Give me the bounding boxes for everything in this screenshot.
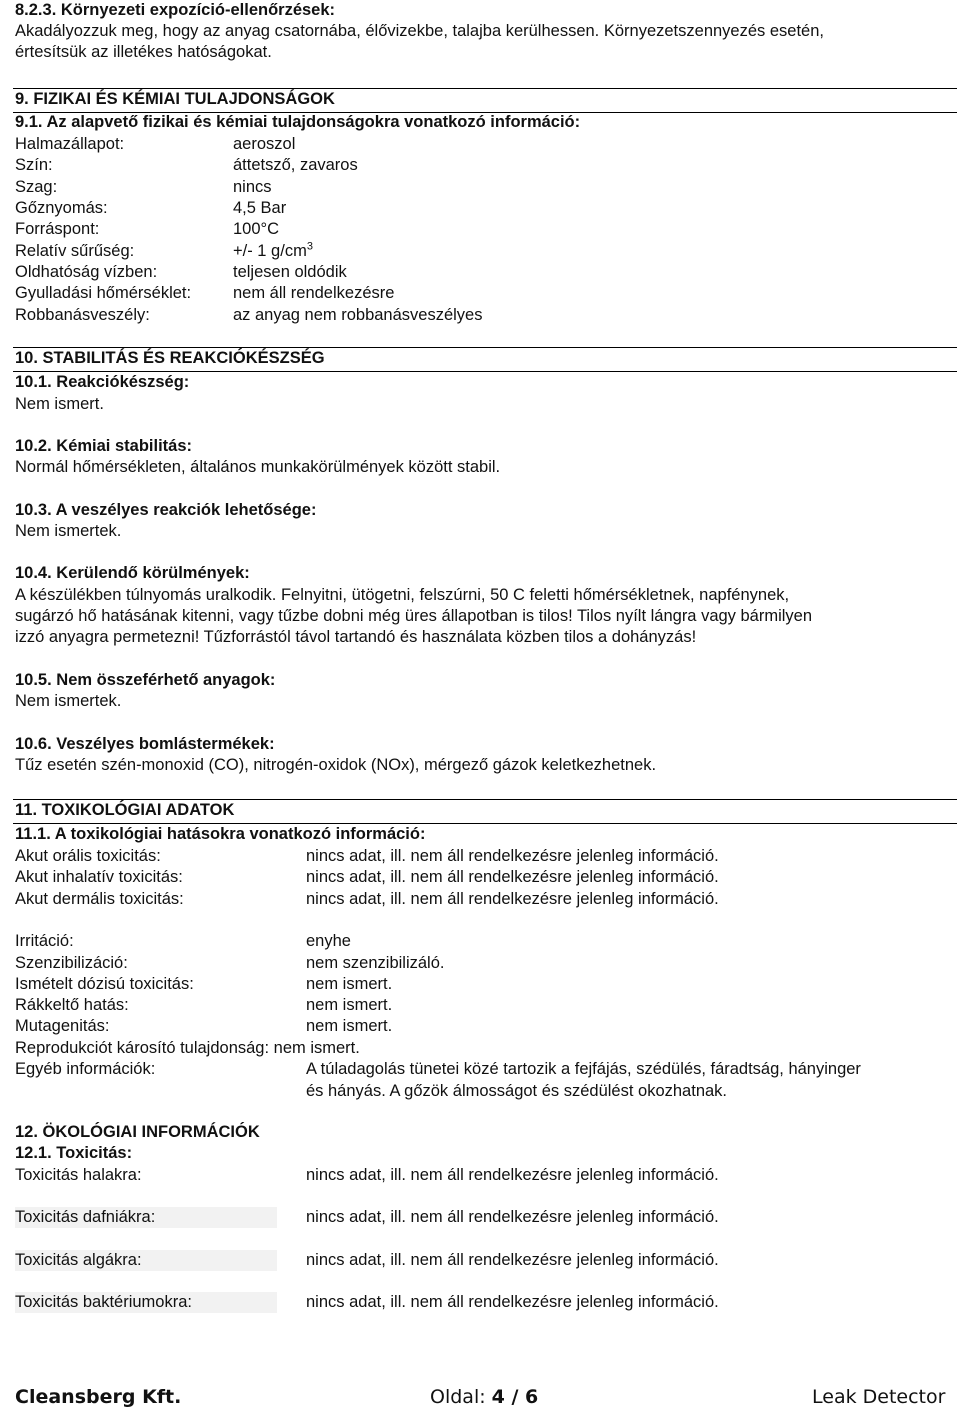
section-10-2-title: 10.2. Kémiai stabilitás: <box>15 437 192 455</box>
tox-label: Akut orális toxicitás: <box>15 847 161 865</box>
eco-label: Toxicitás dafniákra: <box>15 1207 277 1228</box>
tox-value: nem szenzibilizáló. <box>306 954 445 972</box>
prop-label: Forráspont: <box>15 220 100 238</box>
eco-label: Toxicitás baktériumokra: <box>15 1292 277 1313</box>
prop-label: Szín: <box>15 156 53 174</box>
prop-value: aeroszol <box>233 135 296 153</box>
eco-value: nincs adat, ill. nem áll rendelkezésre jelenleg információ. <box>306 1208 719 1226</box>
tox-value: nincs adat, ill. nem áll rendelkezésre jelenleg információ. <box>306 890 719 908</box>
tox-label: Szenzibilizáció: <box>15 954 128 972</box>
section-8-2-3-title: 8.2.3. Környezeti expozíció-ellenőrzések: <box>15 1 336 19</box>
prop-label: Gyulladási hőmérséklet: <box>15 284 192 302</box>
prop-label: Oldhatóság vízben: <box>15 263 158 281</box>
prop-value <box>233 241 313 262</box>
section-10-6-text: Tűz esetén szén-monoxid (CO), nitrogén-oxidok (NOx), mérgező gázok keletkezhetnek. <box>15 756 657 774</box>
prop-value: nincs <box>233 178 272 196</box>
tox-value-cont: és hányás. A gőzök álmosságot és szédülést okozhatnak. <box>306 1082 728 1100</box>
prop-value: az anyag nem robbanásveszélyes <box>233 306 483 324</box>
prop-value: teljesen oldódik <box>233 263 347 281</box>
section-12-heading: 12. ÖKOLÓGIAI INFORMÁCIÓK <box>15 1123 260 1141</box>
footer-page <box>430 1386 538 1408</box>
footer-product: Leak Detector <box>812 1386 946 1408</box>
tox-label: Egyéb információk: <box>15 1060 156 1078</box>
section-10-5-text: Nem ismertek. <box>15 692 122 710</box>
section-10-4-line3: izzó anyagra permetezni! Tűzforrástól távol tartandó és használata közben tilos a dohányzás! <box>15 628 697 646</box>
prop-label: Relatív sűrűség: <box>15 242 135 260</box>
section-10-1-title: 10.1. Reakciókészség: <box>15 373 190 391</box>
eco-label: Toxicitás algákra: <box>15 1250 277 1271</box>
section-10-3-title: 10.3. A veszélyes reakciók lehetősége: <box>15 501 317 519</box>
tox-value: nincs adat, ill. nem áll rendelkezésre jelenleg információ. <box>306 847 719 865</box>
tox-value: nem ismert. <box>306 1017 393 1035</box>
section-8-2-3-line1: Akadályozzuk meg, hogy az anyag csatornába, élővizekbe, talajba kerülhessen. Környezetszennyezés esetén, <box>15 22 824 40</box>
tox-value: nem ismert. <box>306 975 393 993</box>
tox-value: enyhe <box>306 932 351 950</box>
prop-value-sup: 3 <box>306 240 313 253</box>
section-10-6-title: 10.6. Veszélyes bomlástermékek: <box>15 735 275 753</box>
prop-value: áttetsző, zavaros <box>233 156 358 174</box>
tox-value: nem ismert. <box>306 996 393 1014</box>
tox-label: Irritáció: <box>15 932 74 950</box>
footer-company: Cleansberg Kft. <box>15 1386 182 1408</box>
prop-value: nem áll rendelkezésre <box>233 284 395 302</box>
section-11-heading: 11. TOXIKOLÓGIAI ADATOK <box>15 801 235 819</box>
tox-label: Rákkeltő hatás: <box>15 996 129 1014</box>
eco-label: Toxicitás halakra: <box>15 1166 142 1184</box>
tox-label: Akut dermális toxicitás: <box>15 890 184 908</box>
section-10-heading: 10. STABILITÁS ÉS REAKCIÓKÉSZSÉG <box>15 349 325 367</box>
section-10-4-line1: A készülékben túlnyomás uralkodik. Felnyitni, ütögetni, felszúrni, 50 C feletti hőmérsékletnek, napfénynek, <box>15 586 790 604</box>
repro-line: Reprodukciót károsító tulajdonság: nem ismert. <box>15 1039 360 1057</box>
section-9-1-title: 9.1. Az alapvető fizikai és kémiai tulajdonságokra vonatkozó információ: <box>15 113 581 131</box>
section-10-2-text: Normál hőmérsékleten, általános munkakörülmények között stabil. <box>15 458 501 476</box>
tox-value: nincs adat, ill. nem áll rendelkezésre jelenleg információ. <box>306 868 719 886</box>
eco-value: nincs adat, ill. nem áll rendelkezésre jelenleg információ. <box>306 1166 719 1184</box>
section-10-1-text: Nem ismert. <box>15 395 104 413</box>
section-8-2-3-line2: értesítsük az illetékes hatóságokat. <box>15 43 272 61</box>
eco-value: nincs adat, ill. nem áll rendelkezésre jelenleg információ. <box>306 1293 719 1311</box>
section-9-heading: 9. FIZIKAI ÉS KÉMIAI TULAJDONSÁGOK <box>15 90 335 108</box>
tox-value: A túladagolás tünetei közé tartozik a fejfájás, szédülés, fáradtság, hányinger <box>306 1060 861 1078</box>
section-12-1-title: 12.1. Toxicitás: <box>15 1144 133 1162</box>
section-10-4-line2: sugárzó hő hatásának kitenni, vagy tűzbe dobni még üres állapotban is tilos! Tilos nyílt lángra vagy bármilyen <box>15 607 813 625</box>
footer-page-number: 4 / 6 <box>491 1386 539 1408</box>
prop-label: Gőznyomás: <box>15 199 108 217</box>
prop-label: Robbanásveszély: <box>15 306 150 324</box>
prop-label: Halmazállapot: <box>15 135 125 153</box>
tox-label: Akut inhalatív toxicitás: <box>15 868 183 886</box>
prop-value: 100°C <box>233 220 280 238</box>
section-11-1-title: 11.1. A toxikológiai hatásokra vonatkozó információ: <box>15 825 426 843</box>
footer-page-label: Oldal: <box>430 1386 486 1408</box>
eco-value: nincs adat, ill. nem áll rendelkezésre jelenleg információ. <box>306 1251 719 1269</box>
prop-label: Szag: <box>15 178 58 196</box>
prop-value-text: +/- 1 g/cm <box>233 242 307 260</box>
tox-label: Mutagenitás: <box>15 1017 110 1035</box>
tox-label: Ismételt dózisú toxicitás: <box>15 975 194 993</box>
section-10-5-title: 10.5. Nem összeférhető anyagok: <box>15 671 276 689</box>
section-10-4-title: 10.4. Kerülendő körülmények: <box>15 564 250 582</box>
prop-value: 4,5 Bar <box>233 199 287 217</box>
section-10-3-text: Nem ismertek. <box>15 522 122 540</box>
